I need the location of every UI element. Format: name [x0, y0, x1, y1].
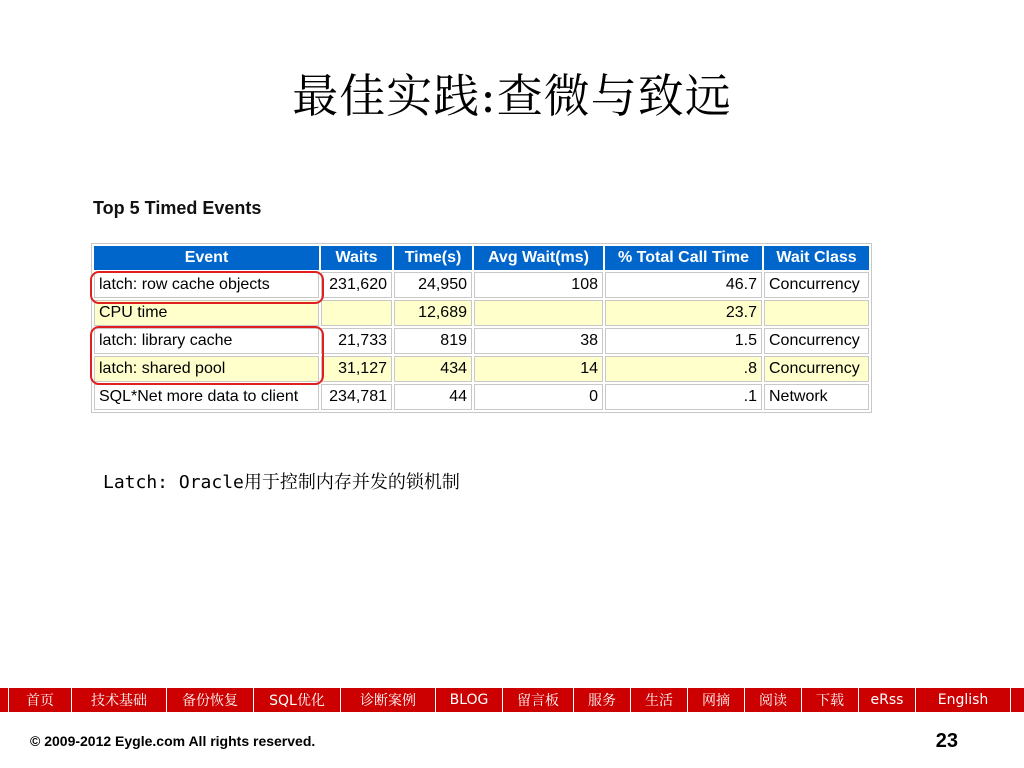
- cell-wait-class: Network: [764, 384, 869, 410]
- cell-waits: 21,733: [321, 328, 392, 354]
- cell-avg-wait: 38: [474, 328, 603, 354]
- column-header-wait-class: Wait Class: [764, 246, 869, 270]
- nav-item[interactable]: 技术基础: [72, 688, 167, 712]
- column-header-avg-wait: Avg Wait(ms): [474, 246, 603, 270]
- cell-avg-wait: 108: [474, 272, 603, 298]
- cell-waits: 31,127: [321, 356, 392, 382]
- table-row: [94, 384, 869, 410]
- latch-note: Latch: Oracle用于控制内存并发的锁机制: [103, 472, 460, 493]
- nav-item[interactable]: BLOG: [436, 688, 503, 712]
- column-header-time: Time(s): [394, 246, 472, 270]
- copyright: © 2009-2012 Eygle.com All rights reserved.: [30, 733, 316, 749]
- top-timed-events-table: [91, 243, 872, 413]
- cell-pct-call-time: .1: [605, 384, 762, 410]
- cell-time: 12,689: [394, 300, 472, 326]
- cell-waits: 234,781: [321, 384, 392, 410]
- nav-item[interactable]: SQL优化: [254, 688, 341, 712]
- column-header-event: Event: [94, 246, 319, 270]
- cell-avg-wait: 14: [474, 356, 603, 382]
- cell-wait-class: Concurrency: [764, 328, 869, 354]
- cell-event: latch: library cache: [94, 328, 319, 354]
- cell-event: CPU time: [94, 300, 319, 326]
- cell-pct-call-time: 46.7: [605, 272, 762, 298]
- cell-event: latch: shared pool: [94, 356, 319, 382]
- cell-waits: [321, 300, 392, 326]
- nav-item[interactable]: eRss: [859, 688, 916, 712]
- cell-wait-class: [764, 300, 869, 326]
- column-header-waits: Waits: [321, 246, 392, 270]
- cell-waits: 231,620: [321, 272, 392, 298]
- nav-item[interactable]: 阅读: [745, 688, 802, 712]
- nav-item[interactable]: 备份恢复: [167, 688, 254, 712]
- cell-time: 434: [394, 356, 472, 382]
- nav-item[interactable]: 下载: [802, 688, 859, 712]
- table-row: [94, 272, 869, 298]
- cell-pct-call-time: .8: [605, 356, 762, 382]
- cell-avg-wait: 0: [474, 384, 603, 410]
- cell-pct-call-time: 23.7: [605, 300, 762, 326]
- cell-event: SQL*Net more data to client: [94, 384, 319, 410]
- nav-item[interactable]: English: [916, 688, 1011, 712]
- table-row: [94, 356, 869, 382]
- slide-title: 最佳实践:查微与致远: [292, 69, 732, 123]
- cell-pct-call-time: 1.5: [605, 328, 762, 354]
- table-header-row: [94, 246, 869, 270]
- nav-item[interactable]: 服务: [574, 688, 631, 712]
- site-nav-bar: [0, 688, 1024, 712]
- column-header-pct-call-time: % Total Call Time: [605, 246, 762, 270]
- nav-item[interactable]: 诊断案例: [341, 688, 436, 712]
- cell-avg-wait: [474, 300, 603, 326]
- page-number: 23: [935, 730, 958, 752]
- cell-time: 44: [394, 384, 472, 410]
- nav-item[interactable]: 留言板: [503, 688, 574, 712]
- cell-event: latch: row cache objects: [94, 272, 319, 298]
- table-row: [94, 328, 869, 354]
- cell-wait-class: Concurrency: [764, 272, 869, 298]
- report-heading: Top 5 Timed Events: [93, 198, 262, 218]
- table-row: [94, 300, 869, 326]
- nav-item[interactable]: 生活: [631, 688, 688, 712]
- cell-time: 24,950: [394, 272, 472, 298]
- nav-item[interactable]: 网摘: [688, 688, 745, 712]
- cell-time: 819: [394, 328, 472, 354]
- nav-item[interactable]: 首页: [8, 688, 72, 712]
- cell-wait-class: Concurrency: [764, 356, 869, 382]
